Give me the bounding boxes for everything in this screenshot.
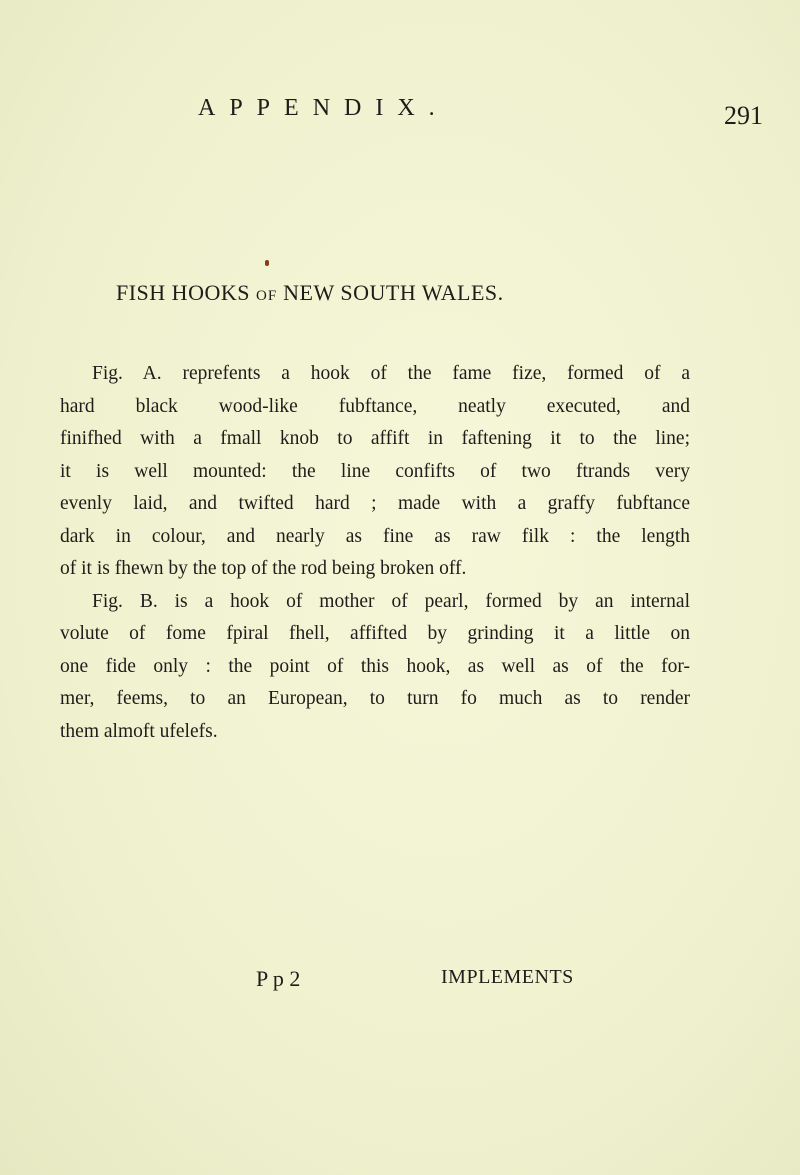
text-line: volute of fome fpiral fhell, affifted by grinding it a little on [60,623,690,644]
text-line: Fig. A. reprefents a hook of the fame fize, formed of a [92,363,690,384]
text-line: mer, feems, to an European, to turn fo much as to render [60,688,690,709]
text-line: hard black wood-like fubftance, neatly executed, and [60,395,690,417]
text-line: evenly laid, and twifted hard ; made with a graffy fubftance [60,493,690,514]
running-head: APPENDIX. [198,95,449,121]
signature-mark: P p 2 [256,966,301,991]
text-line: Fig. B. is a hook of mother of pearl, formed by an internal [92,590,690,612]
text-line: them almoft ufelefs. [60,720,218,742]
text-line: one fide only : the point of this hook, as well as of the for- [60,655,690,677]
section-heading [116,280,504,306]
heading-part-1: FISH HOOKS [116,280,250,305]
catchword: IMPLEMENTS [441,966,574,988]
heading-part-3: NEW SOUTH WALES. [283,280,504,305]
body-text [60,358,690,748]
heading-part-2: OF [255,288,278,304]
text-line: it is well mounted: the line confifts of two ftrands very [60,460,690,482]
page-number: 291 [724,101,763,130]
text-line: of it is fhewn by the top of the rod being broken off. [60,558,467,579]
text-line: finifhed with a fmall knob to affift in faftening it to the line; [60,428,690,449]
ink-speck [265,260,269,266]
text-line: dark in colour, and nearly as fine as raw filk : the length [60,525,690,547]
